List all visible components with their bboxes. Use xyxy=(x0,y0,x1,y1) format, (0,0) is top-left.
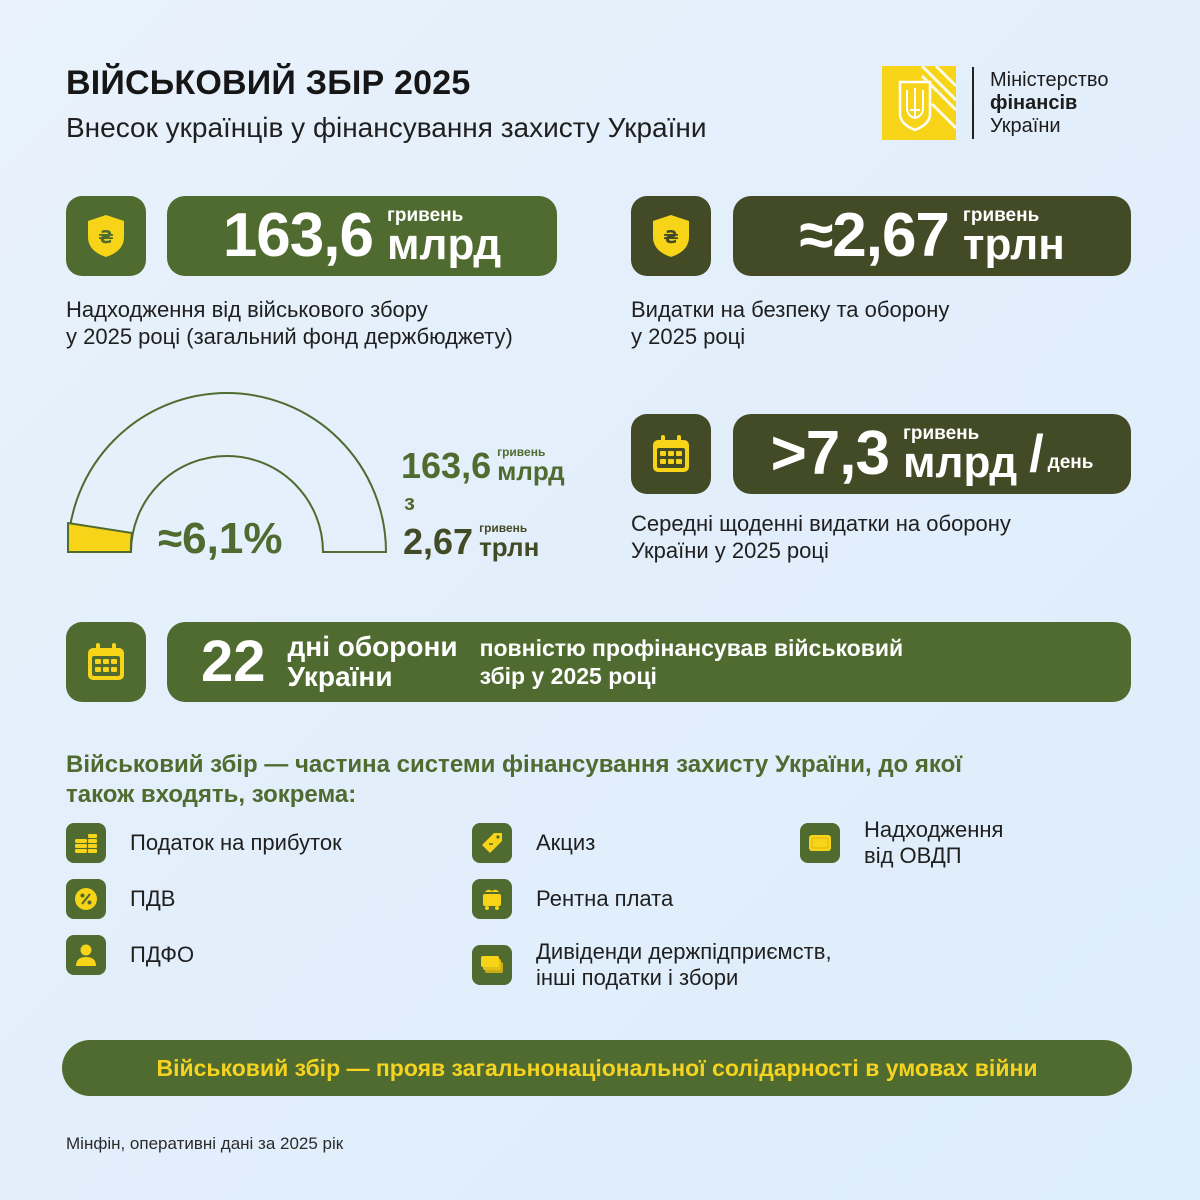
revenue-description: Надходження від військового збору у 2025 році (загальний фонд держбюджету) xyxy=(66,297,513,349)
days-text-line1: повністю профінансував військовий xyxy=(479,635,904,661)
spending-unit-currency: гривень xyxy=(962,204,1040,226)
trident-emblem-icon xyxy=(882,66,956,140)
data-source-note: Мінфін, оперативні дані за 2025 рік xyxy=(66,1134,344,1153)
per-slash: / xyxy=(1029,425,1044,483)
list-item-pit xyxy=(66,935,194,975)
solidarity-slogan: Військовий збір — прояв загальнонаціональної солідарності в умовах війни xyxy=(62,1040,1132,1096)
days-label-line1: дні оборони xyxy=(287,631,458,662)
spending-description: Видатки на безпеку та оборону у 2025 році xyxy=(631,297,950,349)
gauge-percent: ≈6,1% xyxy=(158,514,283,563)
list-item-label: Рентна плата xyxy=(536,886,674,911)
list-item-label: Дивіденди держпідприємств, інші податки і збори xyxy=(536,939,832,990)
ministry-name: Міністерство фінансів України xyxy=(990,68,1109,137)
revenue-icon-tile xyxy=(66,196,146,276)
gauge-of-label: з xyxy=(404,490,415,515)
svg-text:₴: ₴ xyxy=(98,227,114,248)
hryvnia-shield-icon xyxy=(86,213,126,259)
list-item-bonds xyxy=(800,817,1004,869)
bond-card-icon xyxy=(800,823,840,863)
hryvnia-shield-icon xyxy=(651,213,691,259)
mine-cart-icon xyxy=(472,879,512,919)
list-item-label: Надходження від ОВДП xyxy=(864,817,1004,868)
spending-value-pill xyxy=(733,196,1131,276)
spending-value: ≈2,67 xyxy=(799,201,949,270)
revenue-value-pill xyxy=(167,196,557,276)
price-tag-icon xyxy=(472,823,512,863)
page-subtitle: Внесок українців у фінансування захисту України xyxy=(66,112,707,143)
revenue-unit-currency: гривень xyxy=(386,204,464,226)
list-item-vat xyxy=(66,879,175,919)
revenue-unit-scale: млрд xyxy=(386,219,502,269)
list-item-rent xyxy=(472,879,673,919)
gauge-part-value: 163,6 гривень млрд xyxy=(401,445,565,486)
calendar-icon xyxy=(85,641,127,683)
list-item-profit-tax xyxy=(66,823,342,863)
revenue-value: 163,6 xyxy=(222,201,373,270)
ministry-logo xyxy=(882,66,1108,140)
spending-unit-scale: трлн xyxy=(962,219,1065,269)
svg-text:₴: ₴ xyxy=(663,227,679,248)
gauge-total-value: 2,67 гривень трлн xyxy=(403,521,540,562)
list-item-dividends xyxy=(472,939,832,991)
list-item-label: ПДФО xyxy=(130,942,195,967)
percent-icon xyxy=(66,879,106,919)
daily-description: Середні щоденні видатки на оборону України у 2025 році xyxy=(631,511,1011,563)
list-item-label: Акциз xyxy=(536,830,596,855)
daily-unit-currency: гривень xyxy=(902,422,980,444)
spending-icon-tile xyxy=(631,196,711,276)
days-count: 22 xyxy=(201,629,266,694)
logo-divider xyxy=(972,67,974,139)
days-banner xyxy=(167,622,1131,702)
days-label-line2: України xyxy=(287,661,393,692)
calendar-icon xyxy=(650,433,692,475)
daily-icon-tile xyxy=(631,414,711,494)
daily-unit-scale: млрд xyxy=(902,437,1018,487)
list-item-excise xyxy=(472,823,595,863)
list-item-label: ПДВ xyxy=(130,886,176,911)
days-text-line2: збір у 2025 році xyxy=(479,663,657,689)
banner-icon-tile xyxy=(66,622,146,702)
banknotes-icon xyxy=(472,945,512,985)
per-day-unit: день xyxy=(1047,452,1094,473)
system-heading: Військовий збір — частина системи фінансування захисту України, до якої також входять, зокрема: xyxy=(66,751,962,808)
person-icon xyxy=(66,935,106,975)
coins-stack-icon xyxy=(66,823,106,863)
daily-value: >7,3 xyxy=(770,419,889,488)
daily-value-pill xyxy=(733,414,1131,494)
list-item-label: Податок на прибуток xyxy=(130,830,342,855)
page-title: ВІЙСЬКОВИЙ ЗБІР 2025 xyxy=(66,64,471,102)
